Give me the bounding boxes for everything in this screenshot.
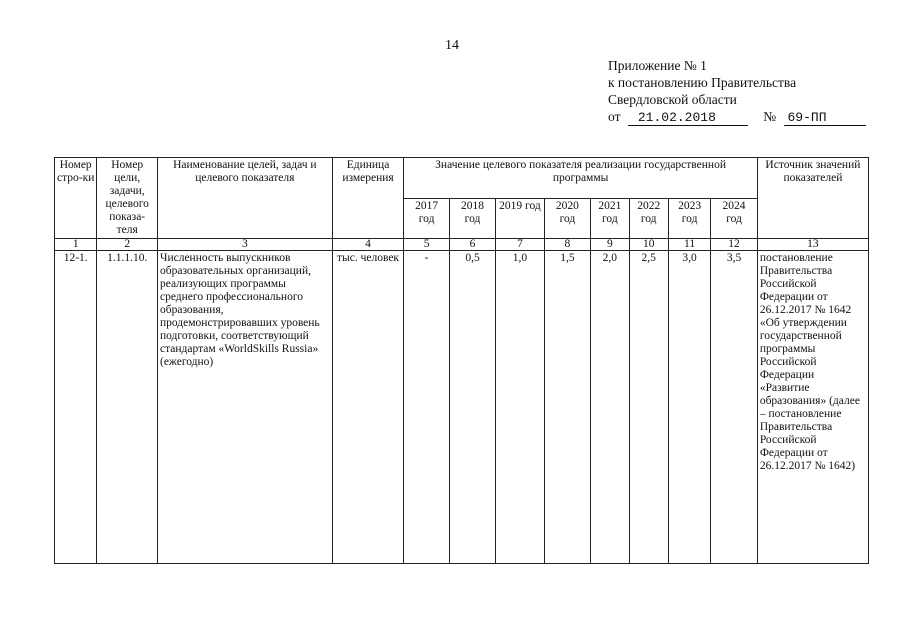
cell-value-2021: 2,0 [591,251,629,564]
column-number: 6 [449,239,495,251]
cell-value-2023: 3,0 [668,251,710,564]
column-number: 13 [757,239,868,251]
appendix-date-line [608,108,866,126]
cell-goal-number: 1.1.1.10. [97,251,158,564]
cell-value-2017: - [404,251,449,564]
resolution-date: 21.02.2018 [628,110,748,126]
header-year: 2022 год [629,198,668,239]
column-number: 4 [332,239,404,251]
appendix-header [608,57,866,126]
header-name: Наименование целей, задач и целевого показателя [157,158,332,239]
column-number: 9 [591,239,629,251]
cell-value-2024: 3,5 [711,251,758,564]
cell-unit: тыс. человек [332,251,404,564]
page-number: 14 [445,38,459,53]
header-year: 2024 год [711,198,758,239]
cell-value-2020: 1,5 [544,251,590,564]
number-label: № [763,109,777,124]
column-number: 5 [404,239,449,251]
column-number: 10 [629,239,668,251]
cell-row-number: 12-1. [55,251,97,564]
cell-value-2019: 1,0 [496,251,544,564]
from-label: от [608,109,621,124]
header-goal-number: Номер цели, задачи, целевого показа-теля [97,158,158,239]
column-number: 7 [496,239,544,251]
header-unit: Единица измерения [332,158,404,239]
table-header-row [55,158,869,199]
header-row-number: Номер стро-ки [55,158,97,239]
header-year: 2023 год [668,198,710,239]
header-source: Источник значений показателей [757,158,868,239]
cell-source: постановление Правительства Российской Федерации от 26.12.2017 № 1642 «Об утверждении государственной программы Российской Федерации «Развитие образования» (далее – постановление Правительства Российской Федерации от 26.12.2017 № 1642) [757,251,868,564]
appendix-line-resolution: к постановлению Правительства [608,75,797,90]
resolution-number: 69-ПП [784,110,866,126]
cell-indicator-name: Численность выпускников образовательных организаций, реализующих программы среднего профессионального образования, продемонстрировавших уровень подготовки, соответствующий стандартам «WorldSkills Russia» (ежегодно) [157,251,332,564]
target-indicators-table [54,157,869,564]
column-number-row [55,239,869,251]
column-number: 8 [544,239,590,251]
column-number: 2 [97,239,158,251]
cell-value-2018: 0,5 [449,251,495,564]
column-number: 3 [157,239,332,251]
column-number: 1 [55,239,97,251]
header-year: 2021 год [591,198,629,239]
header-year: 2018 год [449,198,495,239]
table-row [55,251,869,564]
appendix-line-region: Свердловской области [608,92,737,107]
header-year: 2017 год [404,198,449,239]
column-number: 11 [668,239,710,251]
cell-value-2022: 2,5 [629,251,668,564]
header-value-group: Значение целевого показателя реализации государственной программы [404,158,757,199]
header-year: 2020 год [544,198,590,239]
appendix-title: Приложение № 1 [608,58,707,73]
header-year: 2019 год [496,198,544,239]
column-number: 12 [711,239,758,251]
